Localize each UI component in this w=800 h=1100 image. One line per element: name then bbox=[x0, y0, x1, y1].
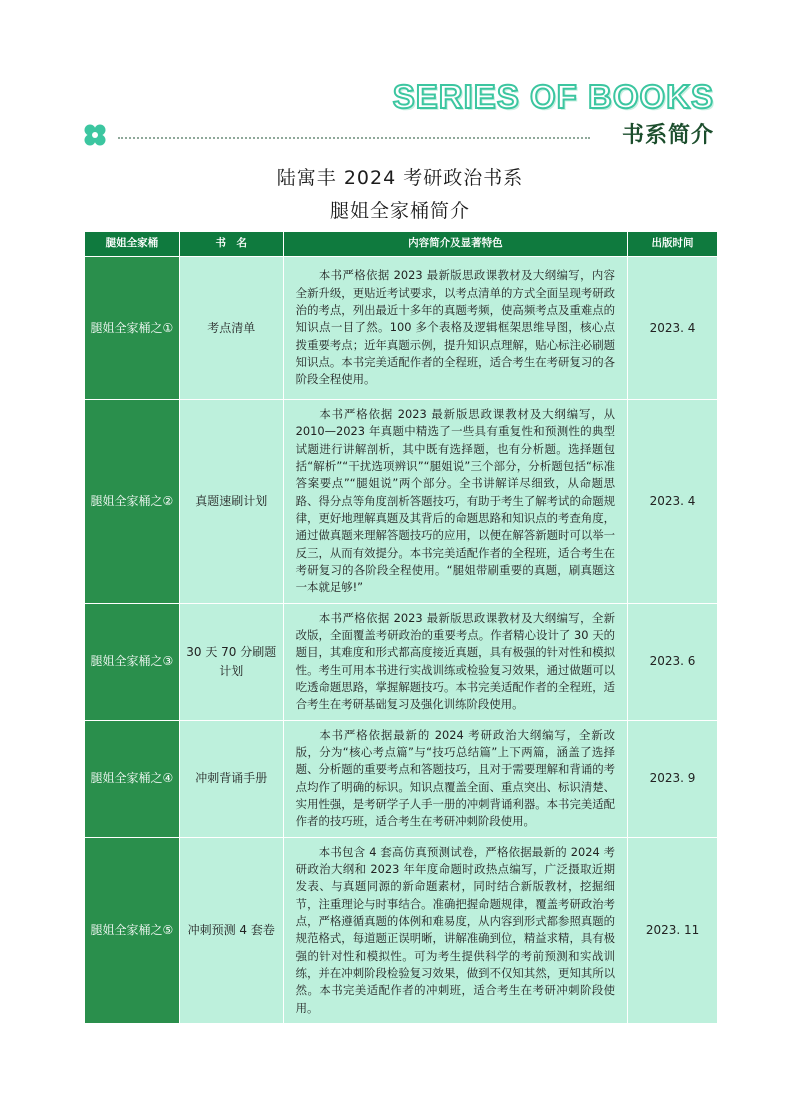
description-cell: 本书严格依据最新的 2024 考研政治大纲编写，全新改版，分为“核心考点篇”与“技巧总结篇”上下两篇，涵盖了选择题、分析题的重要考点和答题技巧，且对于需要理解和背诵的考点均作了明确的标识。知识点覆盖全面、重点突出、标识清楚、实用性强，是考研学子人手一册的冲刺背诵利器。本书完美适配作者的技巧班，适合考生在考研冲刺阶段使用。 bbox=[283, 720, 627, 837]
book-title-cell: 真题速刷计划 bbox=[179, 400, 283, 604]
series-cell: 腿姐全家桶之⑤ bbox=[85, 837, 180, 1023]
publish-date-cell: 2023. 4 bbox=[628, 257, 718, 400]
publish-date-cell: 2023. 4 bbox=[628, 400, 718, 604]
table-row bbox=[85, 400, 718, 604]
table-row bbox=[85, 837, 718, 1023]
table-header-row bbox=[85, 232, 718, 257]
book-title-cell: 冲刺预测 4 套卷 bbox=[179, 837, 283, 1023]
table-row bbox=[85, 720, 718, 837]
header-series: 腿姐全家桶 bbox=[85, 232, 180, 257]
publish-date-cell: 2023. 11 bbox=[628, 837, 718, 1023]
book-title-cell: 30 天 70 分刷题计划 bbox=[179, 603, 283, 720]
section-title: 书系简介 bbox=[621, 123, 714, 148]
series-of-books-heading: SERIES OF BOOKS bbox=[392, 78, 714, 115]
book-title-cell: 冲刺背诵手册 bbox=[179, 720, 283, 837]
description-cell: 本书包含 4 套高仿真预测试卷，严格依据最新的 2024 考研政治大纲和 2023 年年度命题时政热点编写，广泛摄取近期发表、与真题同源的新命题素材，同时结合新版教材，挖掘细节，注重理论与时事结合。准确把握命题规律，覆盖考研政治考点，严格遵循真题的体例和难易度，从内容到形式都参照真题的规范格式，每道题正误明晰，讲解准确到位，精益求精，具有极强的针对性和模拟性。可为考生提供科学的考前预测和实战训练，并在冲刺阶段检验复习效果，做到不仅知其然，更知其所以然。本书完美适配作者的冲刺班，适合考生在考研冲刺阶段使用。 bbox=[283, 837, 627, 1023]
table-row bbox=[85, 257, 718, 400]
books-table bbox=[84, 231, 718, 1024]
publish-date-cell: 2023. 9 bbox=[628, 720, 718, 837]
description-cell: 本书严格依据 2023 最新版思政课教材及大纲编写，全新改版，全面覆盖考研政治的重要考点。作者精心设计了 30 天的题目，其难度和形式都高度接近真题，具有极强的针对性和模拟性。考生可用本书进行实战训练或检验复习效果，通过做题可以吃透命题思路，掌握解题技巧。本书完美适配作者的全程班，适合考生在考研基础复习及强化训练阶段使用。 bbox=[283, 603, 627, 720]
dotted-divider bbox=[118, 137, 590, 139]
series-cell: 腿姐全家桶之③ bbox=[85, 603, 180, 720]
page-title-line2: 腿姐全家桶简介 bbox=[329, 200, 470, 222]
clover-icon bbox=[82, 122, 108, 148]
header-book: 书 名 bbox=[179, 232, 283, 257]
header-description: 内容简介及显著特色 bbox=[283, 232, 627, 257]
header-date: 出版时间 bbox=[628, 232, 718, 257]
publish-date-cell: 2023. 6 bbox=[628, 603, 718, 720]
description-cell: 本书严格依据 2023 最新版思政课教材及大纲编写，内容全新升级，更贴近考试要求，以考点清单的方式全面呈现考研政治的考点，列出最近十多年的真题考频，使高频考点及重难点的知识点一目了然。100 多个表格及逻辑框架思维导图，核心点拨重要考点；近年真题示例，提升知识点理解，贴心标注必刷题知识点。本书完美适配作者的全程班，适合考生在考研复习的各阶段全程使用。 bbox=[283, 257, 627, 400]
series-cell: 腿姐全家桶之④ bbox=[85, 720, 180, 837]
series-cell: 腿姐全家桶之① bbox=[85, 257, 180, 400]
table-row bbox=[85, 603, 718, 720]
series-cell: 腿姐全家桶之② bbox=[85, 400, 180, 604]
description-cell: 本书严格依据 2023 最新版思政课教材及大纲编写，从 2010—2023 年真题中精选了一些具有重复性和预测性的典型试题进行讲解剖析，其中既有选择题，也有分析题。选择题包括“解析”“干扰选项辨识”“腿姐说”三个部分，分析题包括“标准答案要点”“腿姐说”两个部分。全书讲解详尽细致，从命题思路、得分点等角度剖析答题技巧，有助于考生了解考试的命题规律，更好地理解真题及其背后的命题思路和知识点的考查角度，通过做真题来理解答题技巧的应用，以便在解答新题时可以举一反三，从而有效提分。本书完美适配作者的全程班，适合考生在考研复习的各阶段全程使用。“腿姐带刷重要的真题，刷真题这一本就足够!” bbox=[283, 400, 627, 604]
page-title-line1: 陆寓丰 2024 考研政治书系 bbox=[276, 167, 524, 189]
book-title-cell: 考点清单 bbox=[179, 257, 283, 400]
